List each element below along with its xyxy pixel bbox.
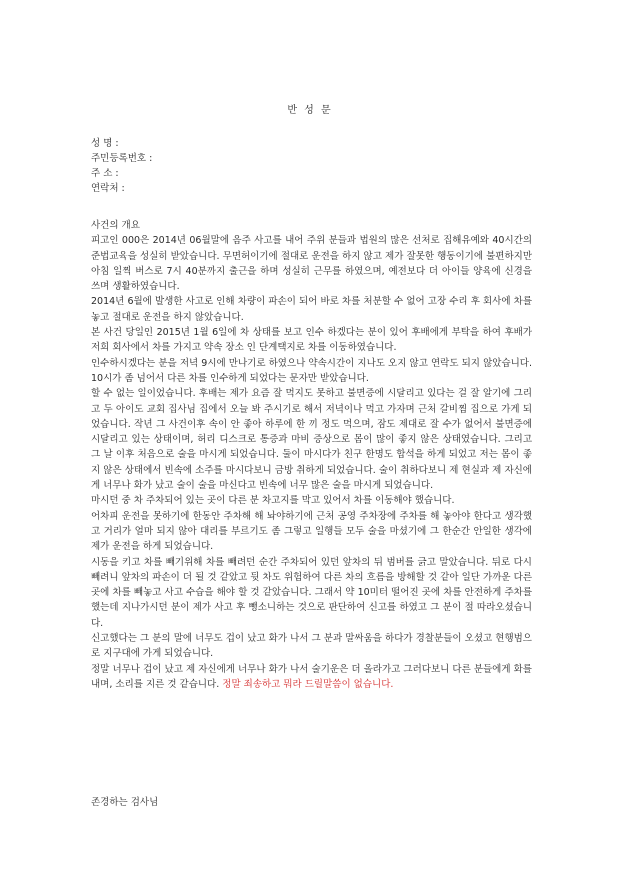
document-body	[91, 218, 532, 692]
contact-label: 연락처 :	[91, 183, 125, 194]
paragraph: 인수하시겠다는 분을 저녁 9시에 만나기로 하였으나 약속시간이 지나도 오지 않고 연락도 되지 않았습니다. 10시가 좀 넘어서 다른 차를 인수하게 되었다는 문자만 받았습니다.	[91, 357, 532, 384]
paragraph-text: 정말 너무나 겁이 났고 제 자신에게 너무나 화가 나서 술기운은 더 올라가고 그러다보니 다른 분들에게 화를 내며, 소리를 지른 것 같습니다.	[91, 663, 532, 690]
document-title: 반 성 문	[287, 105, 333, 116]
paragraph: 2014년 6월에 발생한 사고로 인해 차량이 파손이 되어 바로 차를 처분할 수 없어 고장 수리 후 회사에 차를 놓고 절대로 운전을 하지 않았습니다.	[91, 296, 532, 323]
section-title: 사건의 개요	[91, 220, 140, 231]
address-label: 주 소 :	[91, 168, 119, 179]
name-label: 성 명 :	[91, 138, 119, 149]
paragraph: 어차피 운전을 못하기에 한동안 주차해 해 놔야하기에 근처 공영 주차장에 주차를 해 놓아야 한다고 생각했고 거리가 얼마 되지 않아 대리를 부르기도 좀 그렇고 일행들 모두 술을 마셨기에 그 한순간 안일한 생각에 제가 운전을 하게 되었습니다.	[91, 510, 532, 553]
apology-text: 정말 죄송하고 뭐라 드릴말씀이 없습니다.	[222, 678, 394, 690]
paragraph-final	[91, 662, 532, 693]
paragraph: 마시던 중 차 주차되어 있는 곳이 다른 분 차고지를 막고 있어서 차를 이동해야 했습니다.	[91, 495, 455, 507]
paragraph: 할 수 없는 일이었습니다. 후배는 제가 요즘 잘 먹지도 못하고 불면증에 시달리고 있다는 걸 잘 알기에 그리고 두 아이도 교회 집사님 집에서 오늘 봐 주시기로 해서 저녁이나 먹고 가자며 근처 갈비찜 집으로 가게 되었습니다. 작년 그 사건이후 속이 안 좋아 하루에 한 끼 정도 먹으며, 잠도 제대로 잘 수가 없어서 불면증에 시달리고 있는 상태이며, 허리 디스크로 통증과 마비 증상으로 몸이 많이 좋지 않은 상태였습니다. 그리고 그 날 이후 처음으로 술을 마시게 되었습니다. 둘이 마시다가 친구 한명도 합석을 하게 되었고 저는 몸이 좋지 않은 상태에서 빈속에 소주를 마시다보니 금방 취하게 되었습니다. 술이 취하다보니 제 현실과 제 자신에게 너무나 화가 났고 술이 술을 마신다고 빈속에 너무 많은 술을 마시게 되었습니다.	[91, 388, 532, 492]
closing-salutation: 존경하는 검사님	[91, 797, 159, 808]
paragraph: 피고인 000은 2014년 06월말에 음주 사고를 내어 주위 분들과 법원의 많은 선처로 집해유예와 40시간의 준법교육을 성실히 받았습니다. 무면허이기에 절대로 운전을 하지 않고 제가 잘못한 행동이기에 불편하지만 아침 일찍 버스로 7시 40분까지 출근을 하며 성실히 근무를 하였으며, 예전보다 더 아이들 양육에 신경을 쓰며 생활하였습니다.	[91, 235, 532, 293]
personal-info-block	[91, 136, 152, 196]
paragraph: 시동을 키고 차를 빼기위해 차를 빼려던 순간 주차되어 있던 앞차의 뒤 범버를 긁고 말았습니다. 뒤로 다시 빼려니 앞차의 파손이 더 될 것 같았고 뒷 차도 위험하여 다른 차의 흐름을 방해할 것 같아 일단 가까운 다른 곳에 차를 빼놓고 사고 수습을 해야 할 것 같았습니다. 그래서 약 10미터 떨어진 곳에 차를 안전하게 주차를 했는데 지나가시던 분이 제가 사고 후 뺑소니하는 것으로 판단하여 신고를 하였고 그 분이 절 따라오셨습니다.	[91, 556, 532, 629]
paragraph: 신고했다는 그 분의 말에 너무도 겁이 났고 화가 나서 그 분과 말싸움을 하다가 경찰분들이 오셨고 현행범으로 지구대에 가게 되었습니다.	[91, 633, 532, 660]
id-number-label: 주민등록번호 :	[91, 153, 153, 164]
paragraph: 본 사건 당일인 2015년 1월 6일에 차 상태를 보고 인수 하겠다는 분이 있어 후배에게 부탁을 하여 후배가 저희 회사에서 차를 가지고 약속 장소 인 단계택지로 차를 이동하였습니다.	[91, 327, 532, 354]
